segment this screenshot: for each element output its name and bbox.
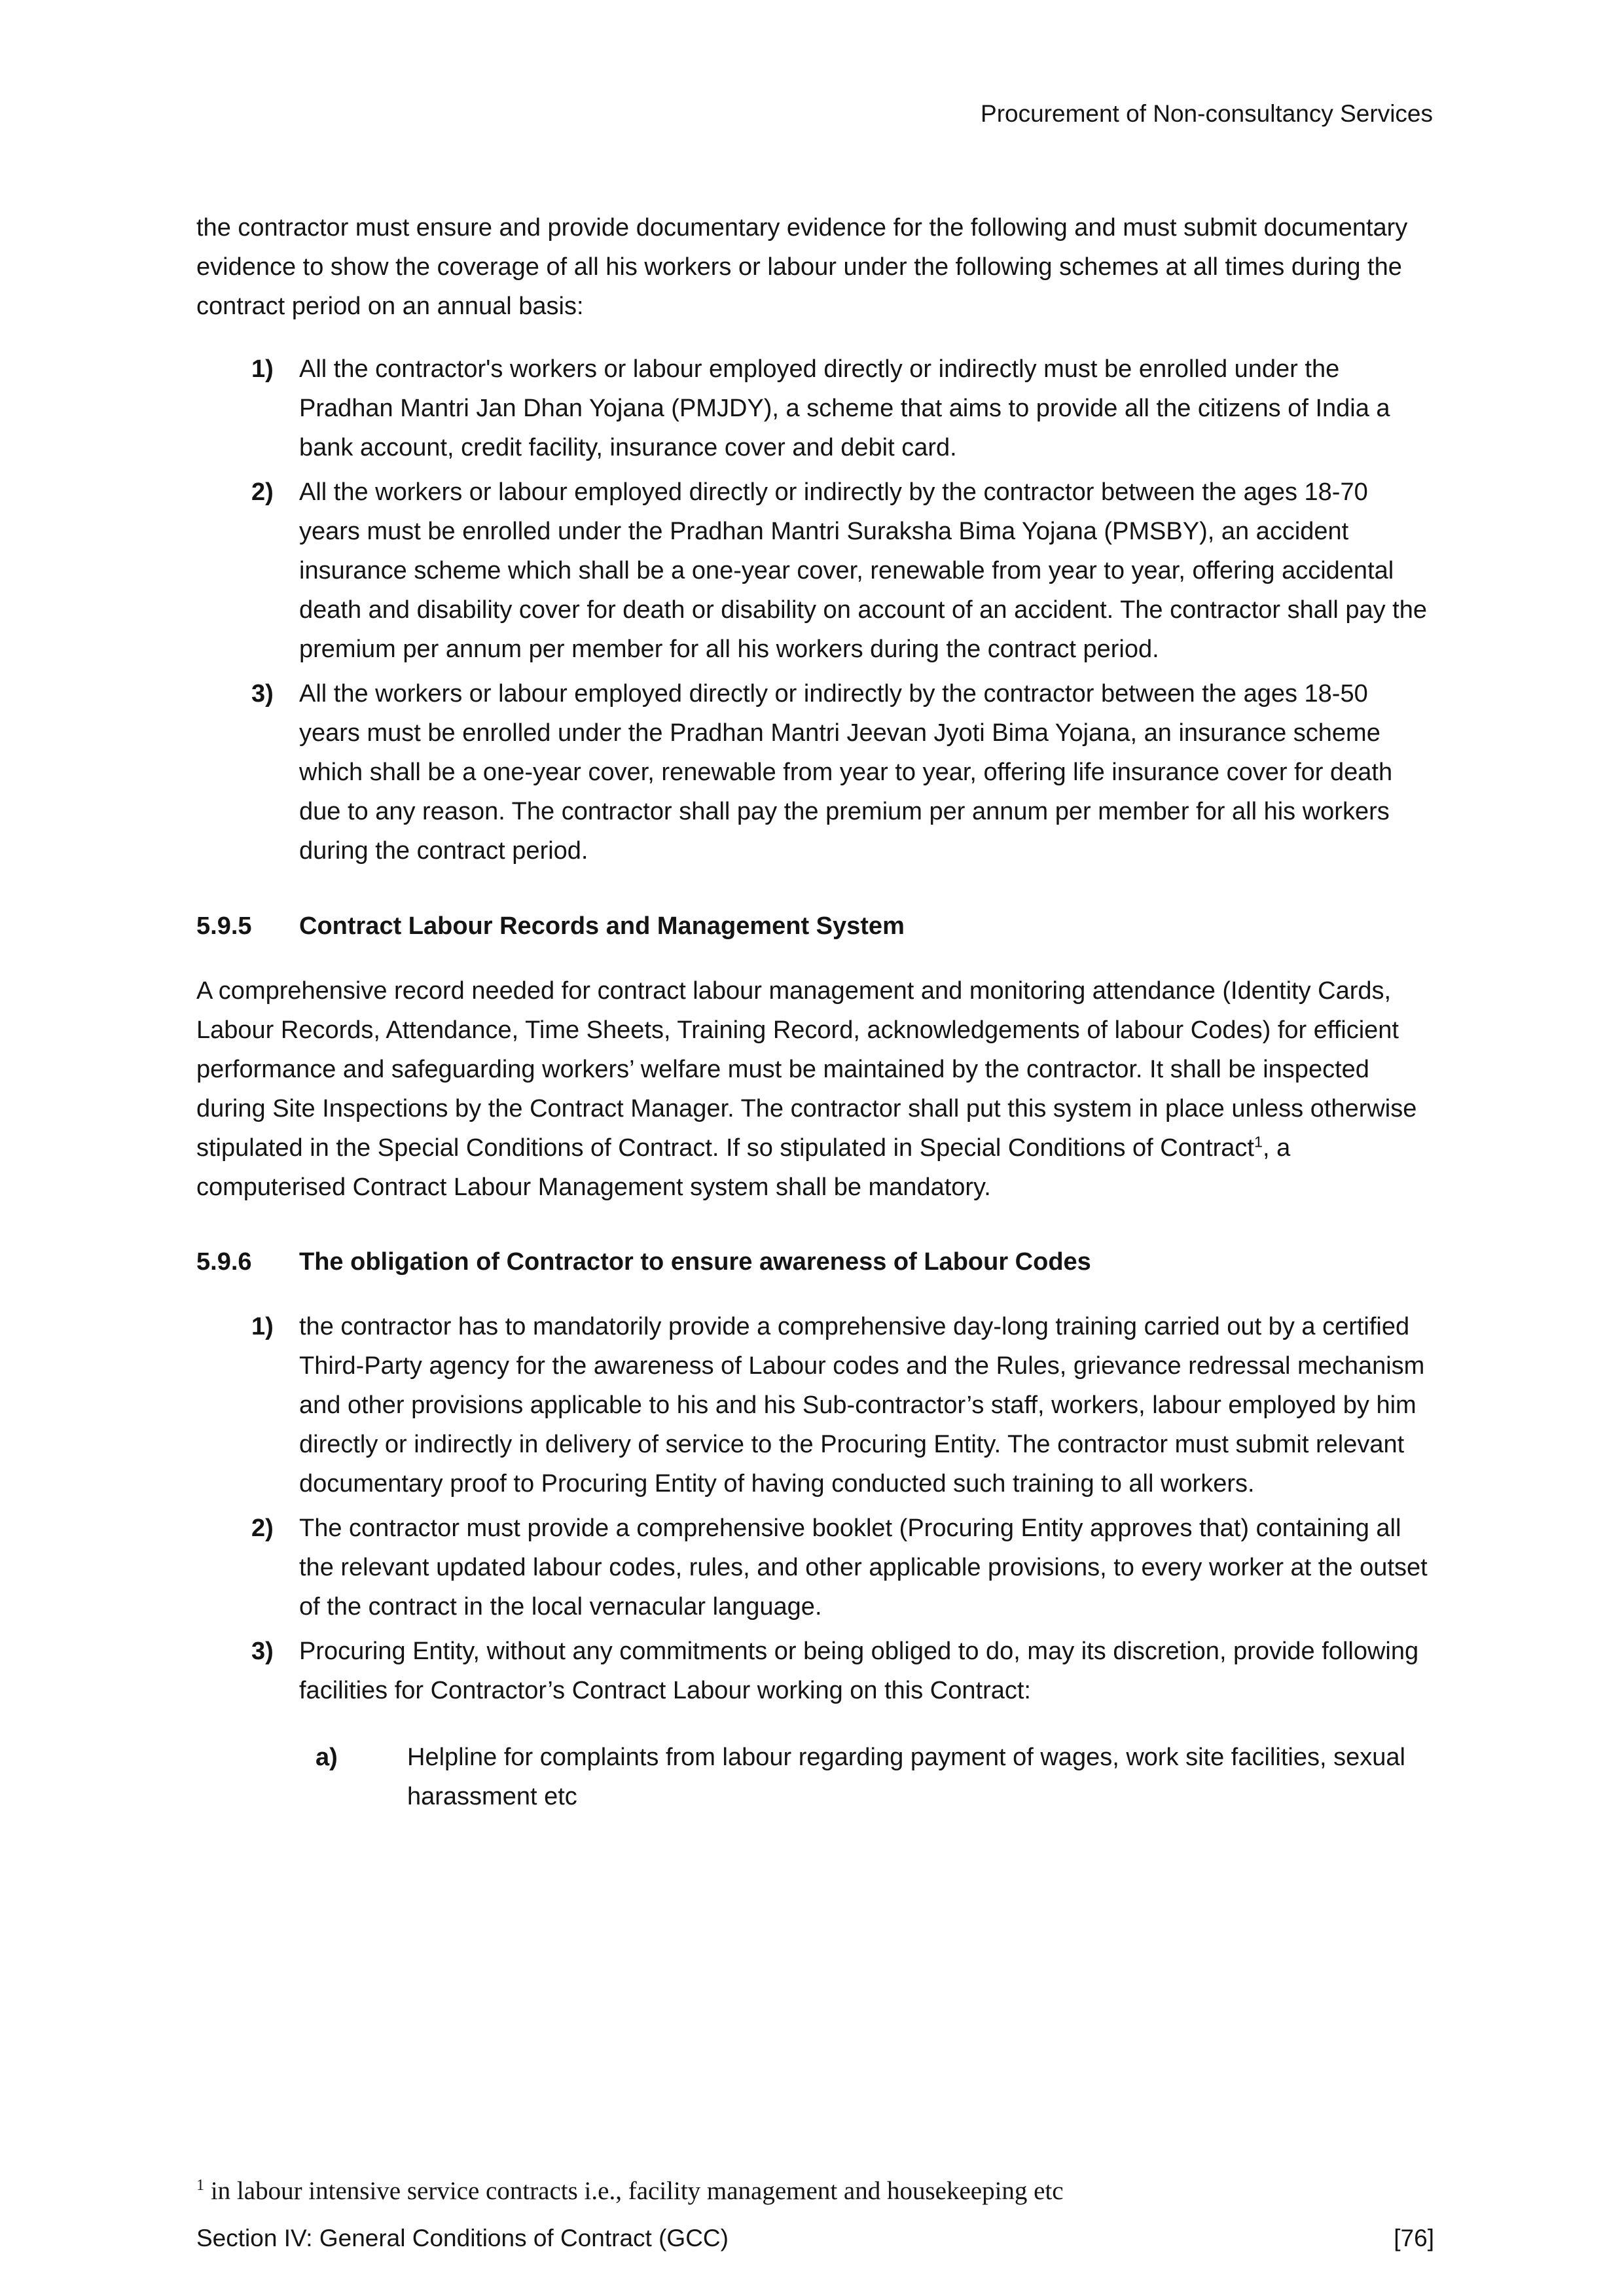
section-heading-5-9-6 [196, 1245, 1434, 1280]
paragraph-text: A comprehensive record needed for contract labour management and monitoring attendance (Identity Cards, Labour Records, Attendance, Time Sheets, Training Record, acknowledgements of labour Codes) for efficient performance and safeguarding workers’ welfare must be maintained by the contractor. It shall be inspected during Site Inspections by the Contract Manager. The contractor shall put this system in place unless otherwise stipulated in the Special Conditions of Contract. If so stipulated in Special Conditions of Contract [196, 977, 1417, 1162]
section-number: 5.9.6 [196, 1247, 252, 1276]
list-marker: a) [316, 1744, 338, 1772]
page-footer [196, 2223, 1434, 2254]
page-bottom [196, 2174, 1434, 2254]
list-item-text: All the workers or labour employed directly or indirectly by the contractor between the ages 18-50 years must be enrolled under the Pradhan Mantri Jeevan Jyoti Bima Yojana, an insurance scheme which shall be a one-year cover, renewable from year to year, offering life insurance cover for death due to any reason. The contractor shall pay the premium per annum per member for all his workers during the contract period. [299, 680, 1393, 865]
section-heading-5-9-5 [196, 909, 1434, 944]
footnote [196, 2174, 1434, 2210]
list-item [196, 1307, 1434, 1503]
list-item [196, 674, 1434, 870]
list-marker: 1) [251, 1313, 274, 1341]
footnote-reference: 1 [1254, 1133, 1263, 1151]
document-body [196, 208, 1434, 1829]
list-item-text: Helpline for complaints from labour regarding payment of wages, work site facilities, sexual harassment etc [407, 1744, 1405, 1811]
list-item [196, 350, 1434, 467]
page-header [196, 98, 1433, 130]
footer-section-label: Section IV: General Conditions of Contract (GCC) [196, 2224, 729, 2251]
sub-list-item [196, 1738, 1434, 1816]
list-item-text: All the workers or labour employed directly or indirectly by the contractor between the ages 18-70 years must be enrolled under the Pradhan Mantri Suraksha Bima Yojana (PMSBY), an accident insurance scheme which shall be a one-year cover, renewable from year to year, offering accidental death and disability cover for death or disability on account of an accident. The contractor shall pay the premium per annum per member for all his workers during the contract period. [299, 478, 1427, 664]
list-marker: 2) [251, 1515, 274, 1543]
header-title: Procurement of Non-consultancy Services [981, 100, 1433, 127]
footnote-marker: 1 [196, 2176, 205, 2195]
section-5-9-5-paragraph [196, 971, 1434, 1207]
section-title: The obligation of Contractor to ensure awareness of Labour Codes [299, 1247, 1091, 1276]
list-item-text: The contractor must provide a comprehensive booklet (Procuring Entity approves that) containing all the relevant updated labour codes, rules, and other applicable provisions, to every worker at the outset of the contract in the local vernacular language. [299, 1515, 1428, 1621]
list-item [196, 1509, 1434, 1626]
footnote-text: in labour intensive service contracts i.e., facility management and housekeeping etc [210, 2177, 1064, 2206]
section-title: Contract Labour Records and Management System [299, 912, 905, 940]
list-marker: 3) [251, 1638, 274, 1666]
footer-page-number: [76] [1394, 2224, 1434, 2251]
list-item-text: All the contractor's workers or labour employed directly or indirectly must be enrolled under the Pradhan Mantri Jan Dhan Yojana (PMJDY), a scheme that aims to provide all the citizens of India a bank account, credit facility, insurance cover and debit card. [299, 355, 1390, 462]
list-item [196, 473, 1434, 669]
facilities-sublist [196, 1738, 1434, 1816]
intro-paragraph: the contractor must ensure and provide documentary evidence for the following and must submit documentary evidence to show the coverage of all his workers or labour under the following schemes at all times during the contract period on an annual basis: [196, 214, 1408, 321]
list-item-text: Procuring Entity, without any commitments or being obliged to do, may its discretion, provide following facilities for Contractor’s Contract Labour working on this Contract: [299, 1638, 1419, 1705]
list-marker: 2) [251, 478, 274, 507]
obligations-list [196, 1307, 1434, 1710]
list-marker: 3) [251, 680, 274, 708]
list-marker: 1) [251, 355, 274, 384]
section-number: 5.9.5 [196, 912, 252, 940]
schemes-list [196, 350, 1434, 870]
paragraph-text: , a computerised Contract Labour Management system shall be mandatory. [196, 1134, 1291, 1201]
list-item-text: the contractor has to mandatorily provide a comprehensive day-long training carried out by a certified Third-Party agency for the awareness of Labour codes and the Rules, grievance redressal mechanism and other provisions applicable to his and his Sub-contractor’s staff, workers, labour employed by him directly or indirectly in delivery of service to the Procuring Entity. The contractor must submit relevant documentary proof to Procuring Entity of having conducted such training to all workers. [299, 1313, 1425, 1498]
list-item [196, 1632, 1434, 1710]
